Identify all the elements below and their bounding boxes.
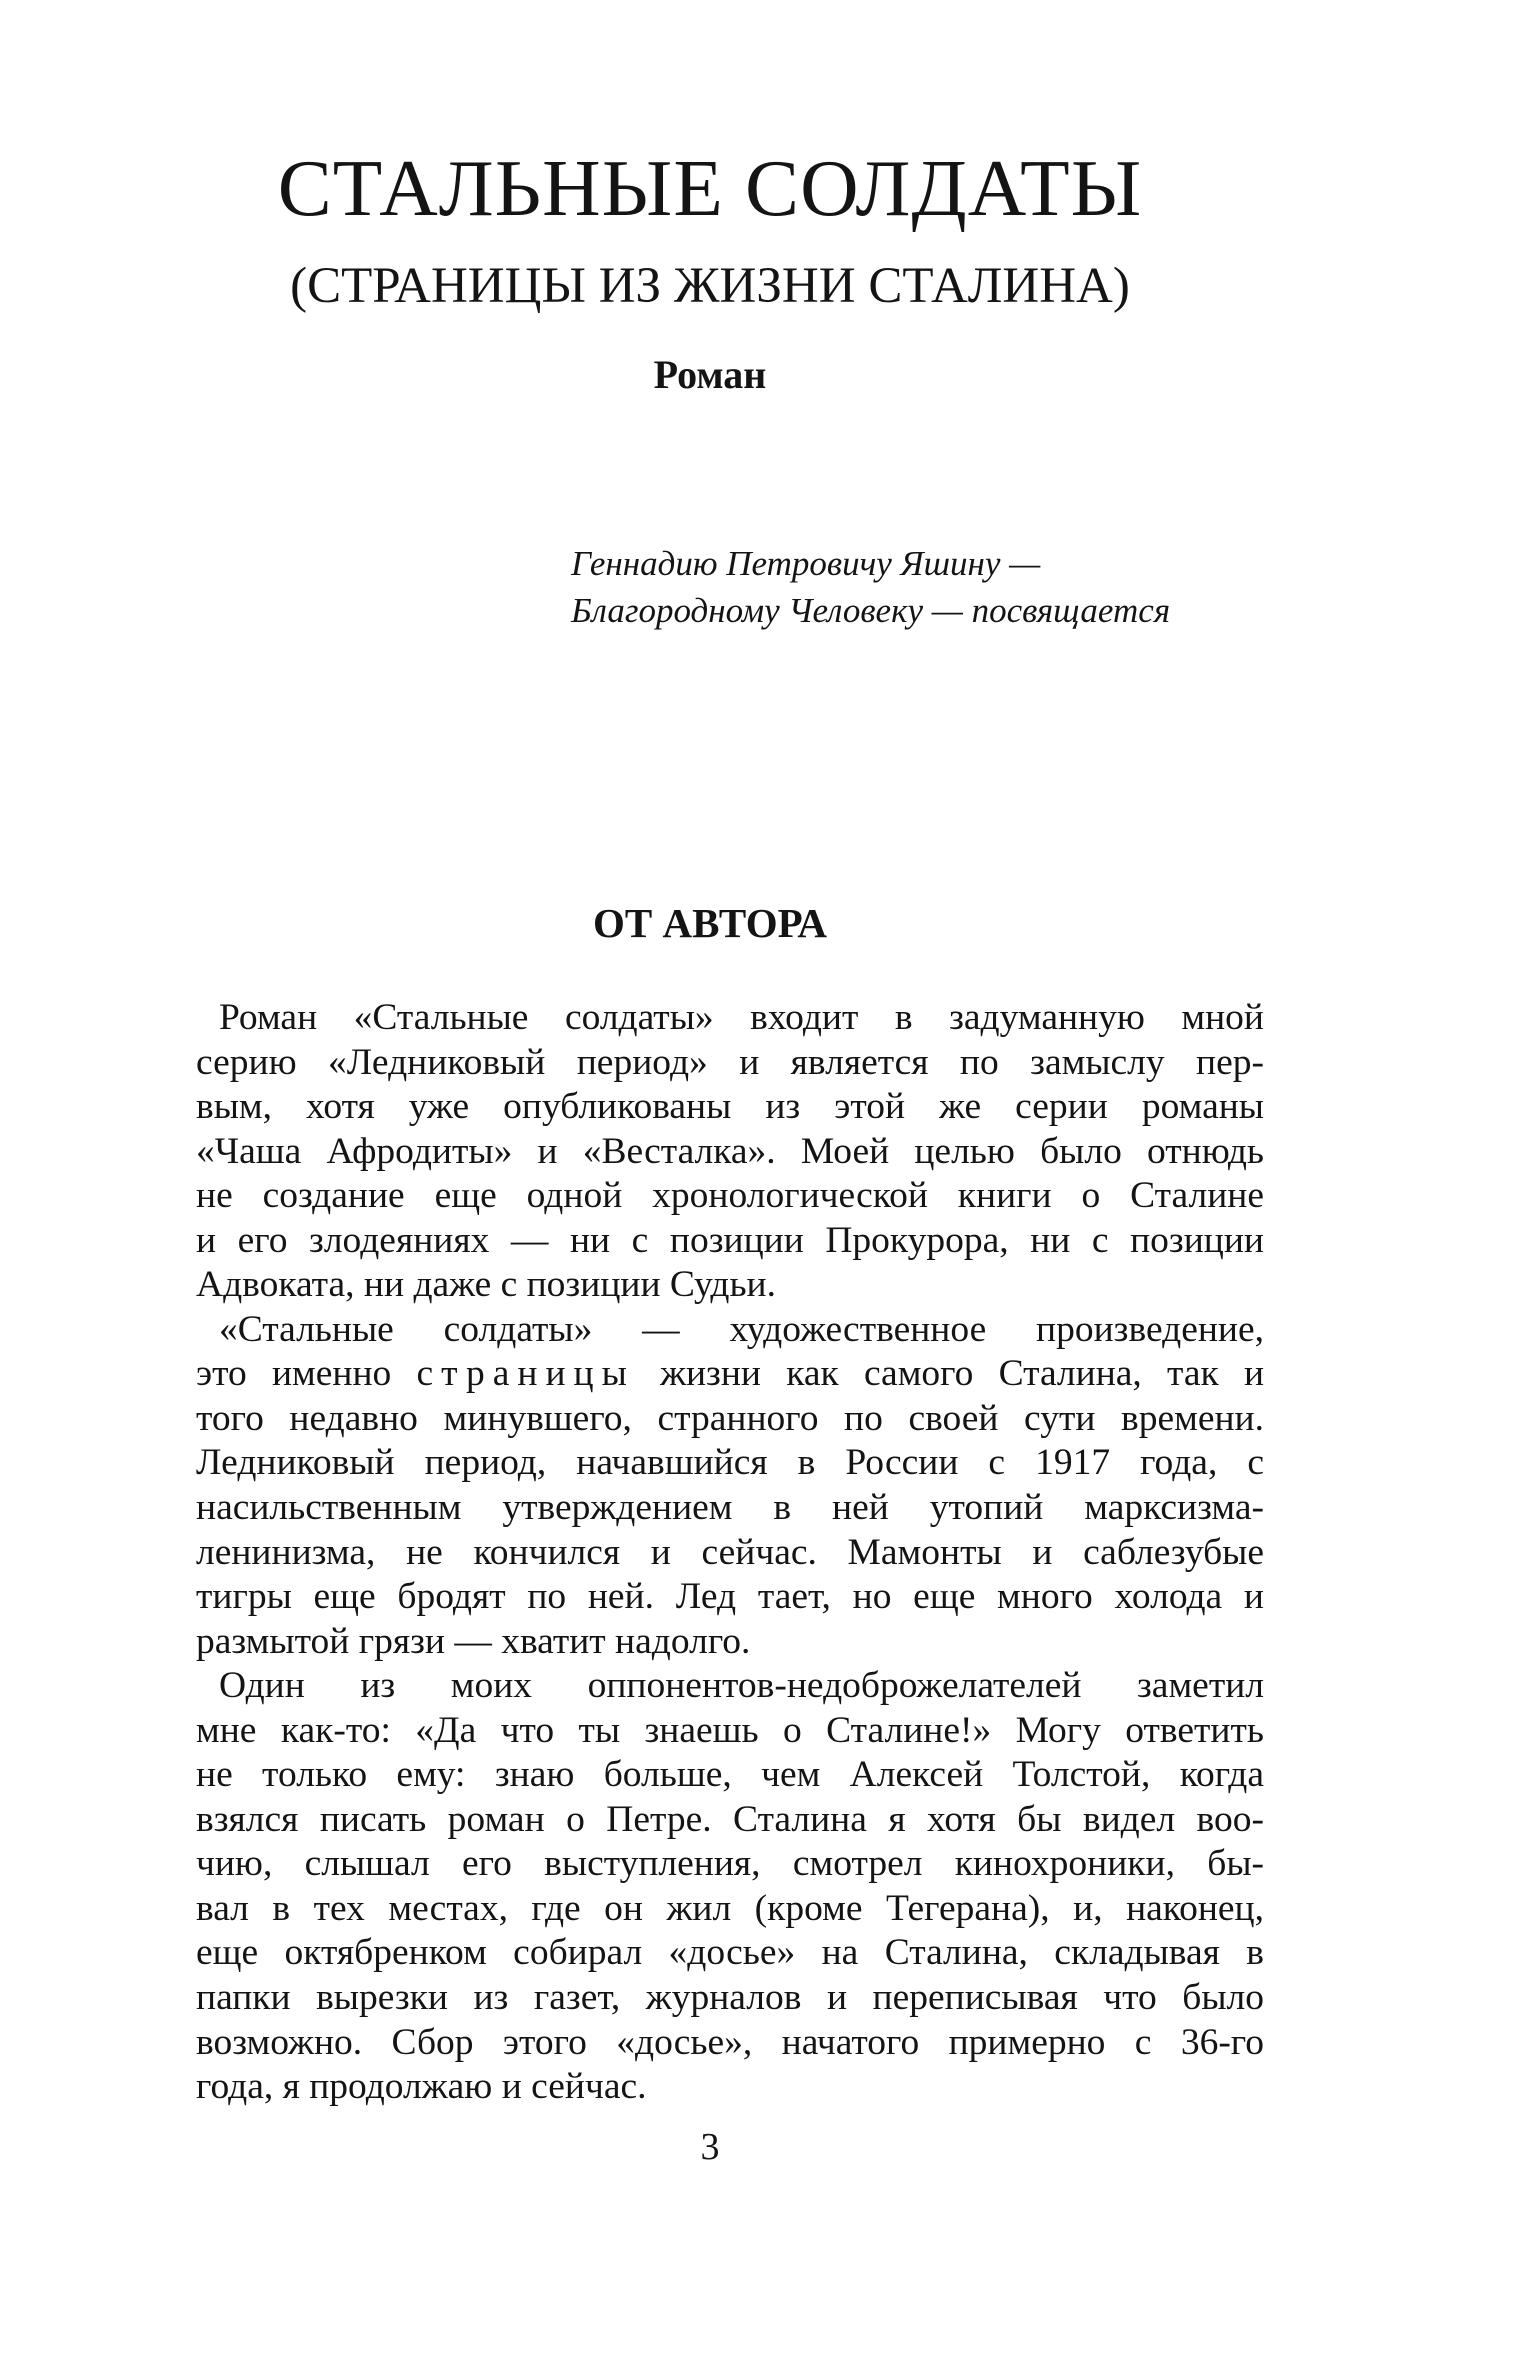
text-line: мне как-то: «Да что ты знаешь о Сталине!» Могу ответить [196,1709,1264,1751]
section-heading: ОТ АВТОРА [592,900,827,946]
text-line: Адвоката, ни даже с позиции Судьи. [196,1264,776,1306]
text-line: ленинизма, не кончился и сейчас. Мамонты и саблезубые [196,1531,1264,1573]
text-line: тигры еще бродят по ней. Лед тает, но еще много холода и [196,1576,1264,1618]
text-line: размытой грязи — хватит надолго. [196,1620,751,1662]
text-line: и его злодеяниях — ни с позиции Прокурора, ни с позиции [196,1219,1264,1261]
text-segment: жизни как самого Сталина, так и [660,1353,1265,1395]
dedication-line: Геннадию Петровичу Яшину — [571,544,1041,583]
book-title: СТАЛЬНЫЕ СОЛДАТЫ [277,143,1143,233]
emphasized-word: страницы [416,1353,635,1395]
paragraph [196,1664,1264,2109]
genre-label: Роман [653,352,767,397]
dedication-line: Благородному Человеку — посвящается [571,591,1171,630]
text-line: Один из моих оппонентов-недоброжелателей заметил [219,1665,1264,1707]
text-line: того недавно минувшего, странного по своей сути времени. [196,1397,1264,1439]
text-line: папки вырезки из газет, журналов и переписывая что было [196,1977,1264,2019]
text-line: Роман «Стальные солдаты» входит в задуманную мной [219,997,1264,1038]
text-line: возможно. Сбор этого «досье», начатого примерно с 36-го [196,2021,1264,2063]
text-line: не только ему: знаю больше, чем Алексей Толстой, когда [196,1754,1264,1796]
text-line: взялся писать роман о Петре. Сталина я хотя бы видел воо- [196,1798,1264,1840]
text-line: «Стальные солдаты» — художественное произведение, [219,1308,1264,1350]
text-line: вым, хотя уже опубликованы из этой же серии романы [196,1086,1264,1128]
text-line: не создание еще одной хронологической книги о Сталине [196,1175,1264,1217]
page-number: 3 [700,2126,720,2168]
text-line: чию, слышал его выступления, смотрел кинохроники, бы- [196,1843,1264,1885]
text-line: вал в тех местах, где он жил (кроме Тегерана), и, наконец, [196,1887,1264,1929]
text-line: серию «Ледниковый период» и является по замыслу пер- [196,1041,1264,1083]
dedication [571,540,1170,634]
text-line: «Чаша Афродиты» и «Весталка». Моей целью было отнюдь [196,1130,1264,1172]
text-line: Ледниковый период, начавшийся в России с 1917 года, с [196,1442,1264,1484]
text-line [196,1352,1264,1397]
paragraph [196,996,1264,1308]
text-line: года, я продолжаю и сейчас. [196,2066,647,2108]
text-line: еще октябренком собирал «досье» на Сталина, складывая в [196,1932,1264,1974]
foreword-text [196,996,1264,2110]
text-line: насильственным утверждением в ней утопий марксизма- [196,1487,1264,1529]
book-subtitle: (СТРАНИЦЫ ИЗ ЖИЗНИ СТАЛИНА) [290,258,1130,314]
paragraph [196,1308,1264,1664]
text-segment: это именно [196,1353,392,1395]
